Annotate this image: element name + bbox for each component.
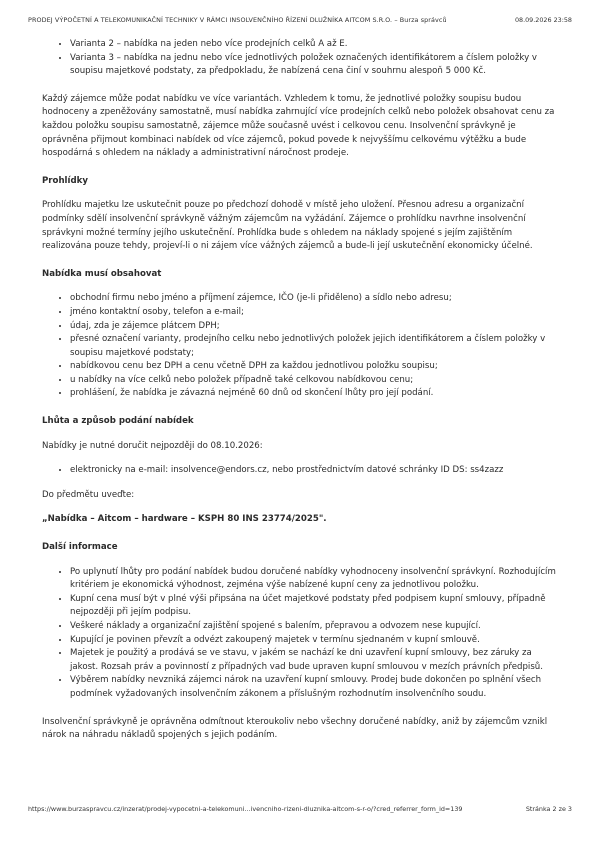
- list-item: • Po uplynutí lhůty pro podání nabídek budou doručené nabídky vyhodnoceny insolvenční správkyní. Rozhodujícím kritériem je ekonomická výhodnost, zejména výše nabízené kupní ceny za jednotlivou položku.: [70, 566, 562, 593]
- closing-paragraph: Insolvenční správkyně je oprávněna odmítnout kteroukoliv nebo všechny doručené nabídky, aniž by zájemcům vznikl nárok na náhradu nákladů spojených s jejich podáním.: [42, 716, 548, 741]
- list-item: • Kupní cena musí být v plné výši připsána na účet majetkové podstaty před podpisem kupní smlouvy, případně nejpozději při jejím podpisu.: [70, 593, 562, 620]
- list-item: • obchodní firmu nebo jméno a příjmení zájemce, IČO (je-li přiděleno) a sídlo nebo adresu;: [70, 292, 562, 306]
- page-header-datetime: 08.09.2026 23:58: [514, 16, 572, 24]
- list-item: • prohlášení, že nabídka je závazná nejméně 60 dnů od skončení lhůty pro její podání.: [70, 387, 562, 401]
- page-header-title: PRODEJ VÝPOČETNÍ A TELEKOMUNIKAČNÍ TECHNIKY V RÁMCI INSOLVENČNÍHO ŘÍZENÍ DLUŽNÍKA AITCOM S.R.O. – Burza správců: [28, 16, 447, 24]
- list-item: • Majetek je použitý a prodává se ve stavu, v jakém se nachází ke dni uzavření kupní smlouvy, bez záruky za jakost. Rozsah práv a povinností z případných vad bude upraven kupní smlouvou v mezích právních předpisů.: [70, 647, 562, 674]
- intro-paragraph: Každý zájemce může podat nabídku ve více variantách. Vzhledem k tomu, že jednotlivé položky soupisu budou hodnoceny a zpeněžovány samostatně, musí nabídka zahrnující více prodejních celků nebo položek obsahovat cenu za každou položku soupisu samostatně, zájemce může současně uvést i celkovou cenu. Insolvenční správkyně je oprávněna přijmout kombinaci nabídek od více zájemců, pokud povede k nejvyššímu celkovému výtěžku a bude hospodárná s ohledem na náklady a administrativní náročnost prodeje.: [42, 93, 555, 159]
- list-item: • u nabídky na více celků nebo položek případně také celkovou nabídkovou cenu;: [70, 374, 562, 388]
- subject-intro: Do předmětu uveďte:: [42, 489, 135, 500]
- list-item: • Kupující je povinen převzít a odvézt zakoupený majetek v termínu sjednaném v kupní smlouvě.: [70, 634, 562, 648]
- list-item: • Varianta 3 – nabídka na jednu nebo více jednotlivých položek označených identifikátorem a číslem položky v soupisu majetkové podstaty, za předpokladu, že nabízená cena činí v souhrnu alespoň 5 000 Kč.: [70, 52, 562, 79]
- list-item: • nabídkovou cenu bez DPH a cenu včetně DPH za každou jednotlivou položku soupisu;: [70, 360, 562, 374]
- list-item: • jméno kontaktní osoby, telefon a e-mail;: [70, 306, 562, 320]
- section-heading-lhuta: Lhůta a způsob podání nabídek: [42, 416, 194, 427]
- section-heading-prohlidky: Prohlídky: [42, 175, 88, 186]
- prohlidky-paragraph: Prohlídku majetku lze uskutečnit pouze po předchozí dohodě v místě jeho uložení. Přesnou adresu a organizační podmínky sdělí insolvenční správkyně vážným zájemcům na vyžádání. Zájemce o prohlídku navrhne insolvenční správkyni možné termíny jejího uskutečnění. Prohlídka bude s ohledem na náklady spojené s jejím zajištěním realizována pouze tehdy, projeví-li o ni zájem více vážných zájemců a bude-li její uskutečnění ekonomicky účelné.: [42, 200, 533, 252]
- list-item: • elektronicky na e-mail: insolvence@endors.cz, nebo prostřednictvím datové schránky ID DS: ss4zazz: [70, 464, 562, 478]
- nabidka-list: [42, 292, 562, 401]
- list-item: • Veškeré náklady a organizační zajištění spojené s balením, přepravou a odvozem nese kupující.: [70, 620, 562, 634]
- list-item: • Výběrem nabídky nevzniká zájemci nárok na uzavření kupní smlouvy. Prodej bude dokončen po splnění všech podmínek vyžadovaných insolvenčním zákonem a příslušným rozhodnutím insolvenčního soudu.: [70, 674, 562, 701]
- list-item: • údaj, zda je zájemce plátcem DPH;: [70, 320, 562, 334]
- deadline-text: Nabídky je nutné doručit nejpozději do 08.10.2026:: [42, 440, 263, 451]
- list-item: • přesné označení varianty, prodejního celku nebo jednotlivých položek jejich identifikátorem a číslem položky v soupisu majetkové podstaty;: [70, 333, 562, 360]
- subject-line: „Nabídka – Aitcom – hardware – KSPH 80 INS 23774/2025".: [42, 514, 327, 525]
- list-item: • Varianta 2 – nabídka na jeden nebo více prodejních celků A až E.: [70, 38, 562, 52]
- dalsi-list: [42, 566, 562, 702]
- document-content: [42, 38, 562, 743]
- section-heading-dalsi: Další informace: [42, 542, 118, 553]
- page-footer-page-number: Stránka 2 ze 3: [525, 805, 572, 813]
- section-heading-nabidka: Nabídka musí obsahovat: [42, 268, 162, 279]
- submission-list: [42, 464, 562, 478]
- variant-list: [42, 38, 562, 79]
- page-footer-url: https://www.burzaspravcu.cz/inzerat/prodej-vypocetni-a-telekomuni...ivencniho-rizeni-dluznika-aitcom-s-r-o/?cred_referrer_form_id=139: [28, 805, 463, 813]
